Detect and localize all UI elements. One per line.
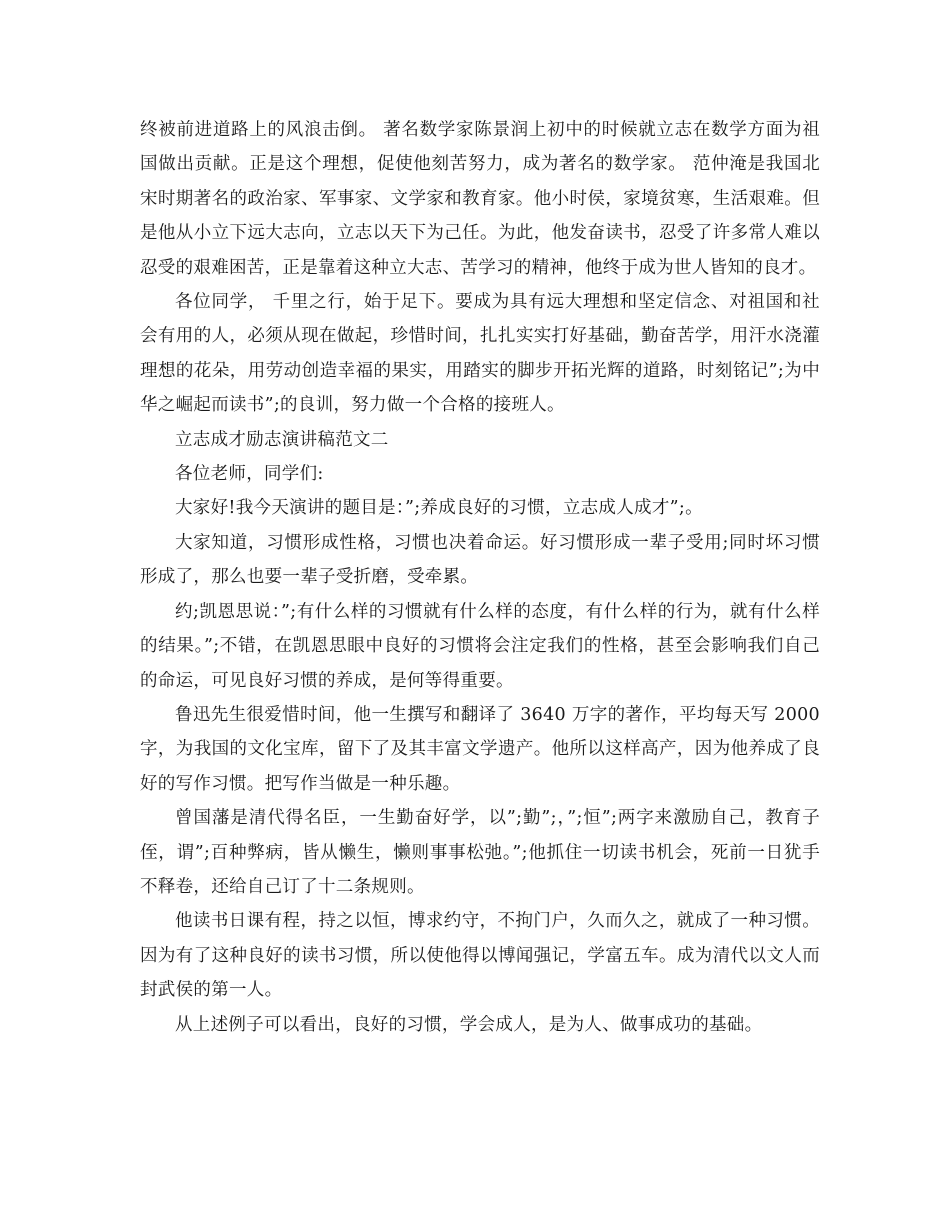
section-heading: 立志成才励志演讲稿范文二 <box>175 429 389 450</box>
paragraph-zengguofan: 曾国藩是清代得名臣，一生勤奋好学，以”;勤”;，”;恒”;两字来激励自己，教育子侄，谓”;百种弊病，皆从懒生，懒则事事松弛。”;他抓住一切读书机会，死前一日犹手不释卷，还给自己订了十二条规则。 <box>140 808 820 897</box>
salutation: 各位老师，同学们: <box>175 464 324 485</box>
paragraph-1: 终被前进道路上的风浪击倒。 著名数学家陈景润上初中的时候就立志在数学方面为祖国做出贡献。正是这个理想，促使他刻苦努力，成为著名的数学家。 范仲淹是我国北宋时期著名的政治家、军事家、文学家和教育家。他小时侯，家境贫寒，生活艰难。但是他从小立下远大志向，立志以天下为己任。为此，他发奋读书，忍受了许多常人难以忍受的艰难困苦，正是靠着这种立大志、苦学习的精神，他终于成为世人皆知的良才。 <box>140 120 820 278</box>
paragraph-greeting: 大家好!我今天演讲的题目是：”;养成良好的习惯，立志成人成才”;。 <box>175 498 703 519</box>
paragraph-2: 各位同学， 千里之行，始于足下。要成为具有远大理想和坚定信念、对祖国和社会有用的人，必须从现在做起，珍惜时间，扎扎实实打好基础，勤奋苦学，用汗水浇灌理想的花朵，用劳动创造幸福的果实，用踏实的脚步开拓光辉的道路，时刻铭记”;为中华之崛起而读书”;的良训，努力做一个合格的接班人。 <box>140 292 820 416</box>
paragraph-conclusion: 从上述例子可以看出，良好的习惯，学会成人，是为人、做事成功的基础。 <box>175 1014 763 1035</box>
paragraph-keynes: 约;凯恩思说：”;有什么样的习惯就有什么样的态度，有什么样的行为，就有什么样的结果。”;不错，在凯恩思眼中良好的习惯将会注定我们的性格，甚至会影响我们自己的命运，可见良好习惯的养成，是何等得重要。 <box>140 601 820 691</box>
paragraph-reading-habit: 他读书日课有程，持之以恒，博求约守，不拘门户，久而久之，就成了一种习惯。因为有了这种良好的读书习惯，所以使他得以博闻强记，学富五车。成为清代以文人而封武侯的第一人。 <box>140 911 820 1001</box>
paragraph-habits: 大家知道，习惯形成性格，习惯也决着命运。好习惯形成一辈子受用;同时坏习惯形成了，那么也要一辈子受折磨，受牵累。 <box>140 532 820 588</box>
paragraph-luxun: 鲁迅先生很爱惜时间，他一生撰写和翻译了 3640 万字的著作，平均每天写 2000 字，为我国的文化宝库，留下了及其丰富文学遗产。他所以这样高产，因为他养成了良好的写作习惯。把写作当做是一种乐趣。 <box>140 704 820 794</box>
document-body <box>140 113 820 1042</box>
